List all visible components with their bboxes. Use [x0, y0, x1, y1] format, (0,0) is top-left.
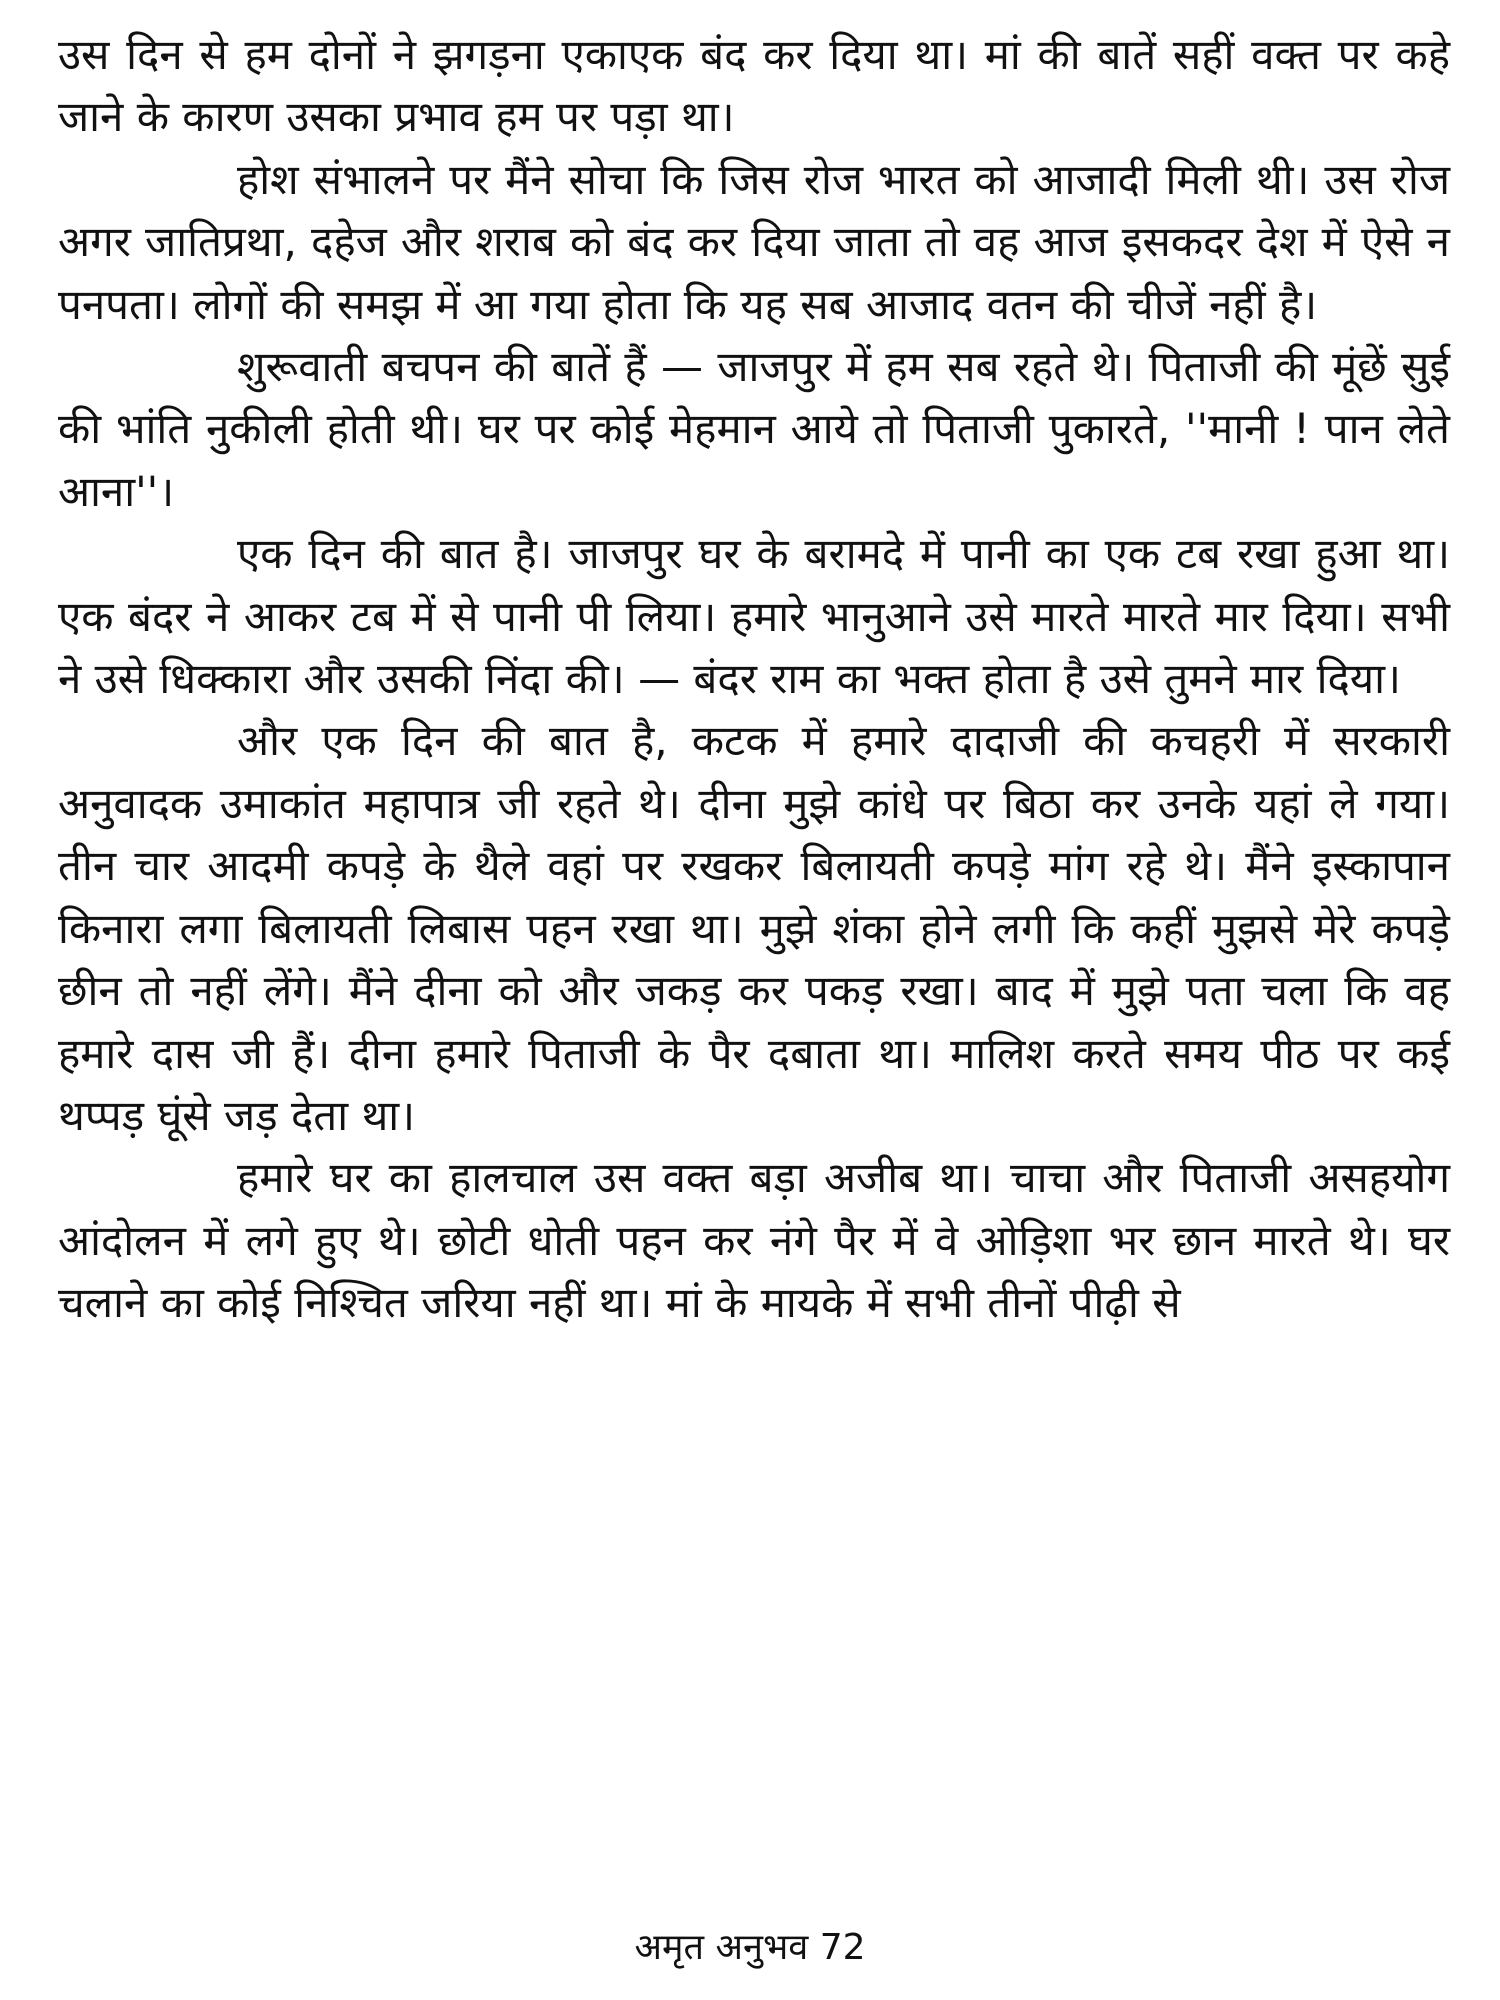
paragraph-2: होश संभालने पर मैंने सोचा कि जिस रोज भारत को आजादी मिली थी। उस रोज अगर जातिप्रथा, दहेज और शराब को बंद कर दिया जाता तो वह आज इसकदर देश में ऐसे न पनपता। लोगों की समझ में आ गया होता कि यह सब आजाद वतन की चीजें नहीं है। — [58, 154, 1450, 329]
page-body — [58, 24, 1450, 1904]
paragraph-3: शुरूवाती बचपन की बातें हैं — जाजपुर में हम सब रहते थे। पिताजी की मूंछें सुई की भांति नुकीली होती थी। घर पर कोई मेहमान आये तो पिताजी पुकारते, ''मानी ! पान लेते आना''। — [58, 342, 1450, 516]
page-footer: अमृत अनुभव 72 — [634, 1927, 866, 1968]
paragraph-5: और एक दिन की बात है, कटक में हमारे दादाजी की कचहरी में सरकारी अनुवादक उमाकांत महापात्र जी रहते थे। दीना मुझे कांधे पर बिठा कर उनके यहां ले गया। तीन चार आदमी कपड़े के थैले वहां पर रखकर बिलायती कपड़े मांग रहे थे। मैंने इस्कापान किनारा लगा बिलायती लिबास पहन रखा था। मुझे शंका होने लगी कि कहीं मुझसे मेरे कपड़े छीन तो नहीं लेंगे। मैंने दीना को और जकड़ कर पकड़ रखा। बाद में मुझे पता चला कि वह हमारे दास जी हैं। दीना हमारे पिताजी के पैर दबाता था। मालिश करते समय पीठ पर कई थप्पड़ घूंसे जड़ देता था। — [58, 716, 1450, 1140]
paragraph-6: हमारे घर का हालचाल उस वक्त बड़ा अजीब था। चाचा और पिताजी असहयोग आंदोलन में लगे हुए थे। छोटी धोती पहन कर नंगे पैर में वे ओड़िशा भर छान मारते थे। घर चलाने का कोई निश्चित जरिया नहीं था। मां के मायके में सभी तीनों पीढ़ी से — [58, 1153, 1450, 1328]
paragraph-1: उस दिन से हम दोनों ने झगड़ना एकाएक बंद कर दिया था। मां की बातें सहीं वक्त पर कहे जाने के कारण उसका प्रभाव हम पर पड़ा था। — [58, 30, 1450, 142]
paragraph-4: एक दिन की बात है। जाजपुर घर के बरामदे में पानी का एक टब रखा हुआ था। एक बंदर ने आकर टब में से पानी पी लिया। हमारे भानुआने उसे मारते मारते मार दिया। सभी ने उसे धिक्कारा और उसकी निंदा की। — बंदर राम का भक्त होता है उसे तुमने मार दिया। — [58, 529, 1450, 704]
